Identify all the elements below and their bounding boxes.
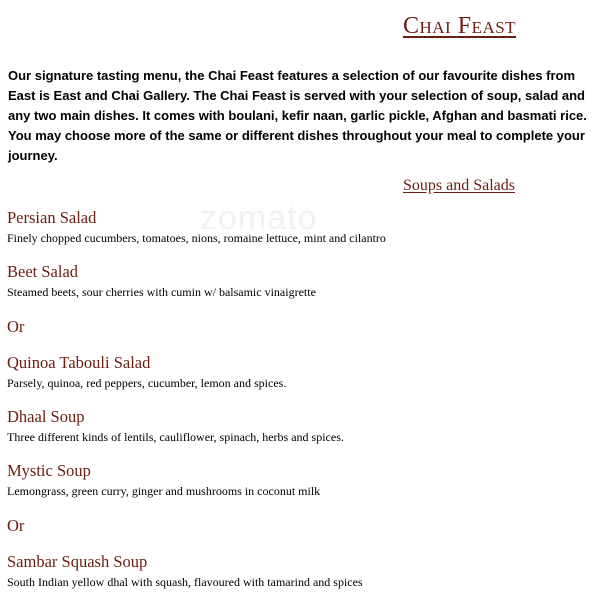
dish-name-beet-salad: Beet Salad xyxy=(7,262,79,281)
dish-desc-sambar-squash-soup: South Indian yellow dhal with squash, flavoured with tamarind and spices xyxy=(7,575,363,589)
dish-name-sambar-squash-soup: Sambar Squash Soup xyxy=(7,552,148,571)
section-heading-soups-salads: Soups and Salads xyxy=(403,177,515,194)
dish-name-mystic-soup: Mystic Soup xyxy=(7,461,91,480)
menu-title: Chai Feast xyxy=(403,13,517,39)
dish-desc-beet-salad: Steamed beets, sour cherries with cumin w/ balsamic vinaigrette xyxy=(7,285,316,299)
or-separator-2: Or xyxy=(7,516,25,535)
dish-desc-quinoa-tabouli-salad: Parsely, quinoa, red peppers, cucumber, lemon and spices. xyxy=(7,376,287,390)
dish-desc-mystic-soup: Lemongrass, green curry, ginger and mushrooms in coconut milk xyxy=(7,484,321,498)
watermark: zomato xyxy=(200,199,318,237)
dish-desc-persian-salad: Finely chopped cucumbers, tomatoes, nions, romaine lettuce, mint and cilantro xyxy=(7,231,386,245)
dish-desc-dhaal-soup: Three different kinds of lentils, cauliflower, spinach, herbs and spices. xyxy=(7,430,344,444)
dish-name-persian-salad: Persian Salad xyxy=(7,208,97,227)
dish-name-dhaal-soup: Dhaal Soup xyxy=(7,407,85,426)
menu-intro: Our signature tasting menu, the Chai Feast features a selection of our favourite dishes from East is East and Chai Gallery. The Chai Feast is served with your selection of soup, salad and any two main dishes. It comes with boulani, kefir naan, garlic pickle, Afghan and basmati rice. You may choose more of the same or different dishes throughout your meal to complete your journey. xyxy=(8,68,587,163)
or-separator-1: Or xyxy=(7,317,25,336)
dish-name-quinoa-tabouli-salad: Quinoa Tabouli Salad xyxy=(7,353,151,372)
